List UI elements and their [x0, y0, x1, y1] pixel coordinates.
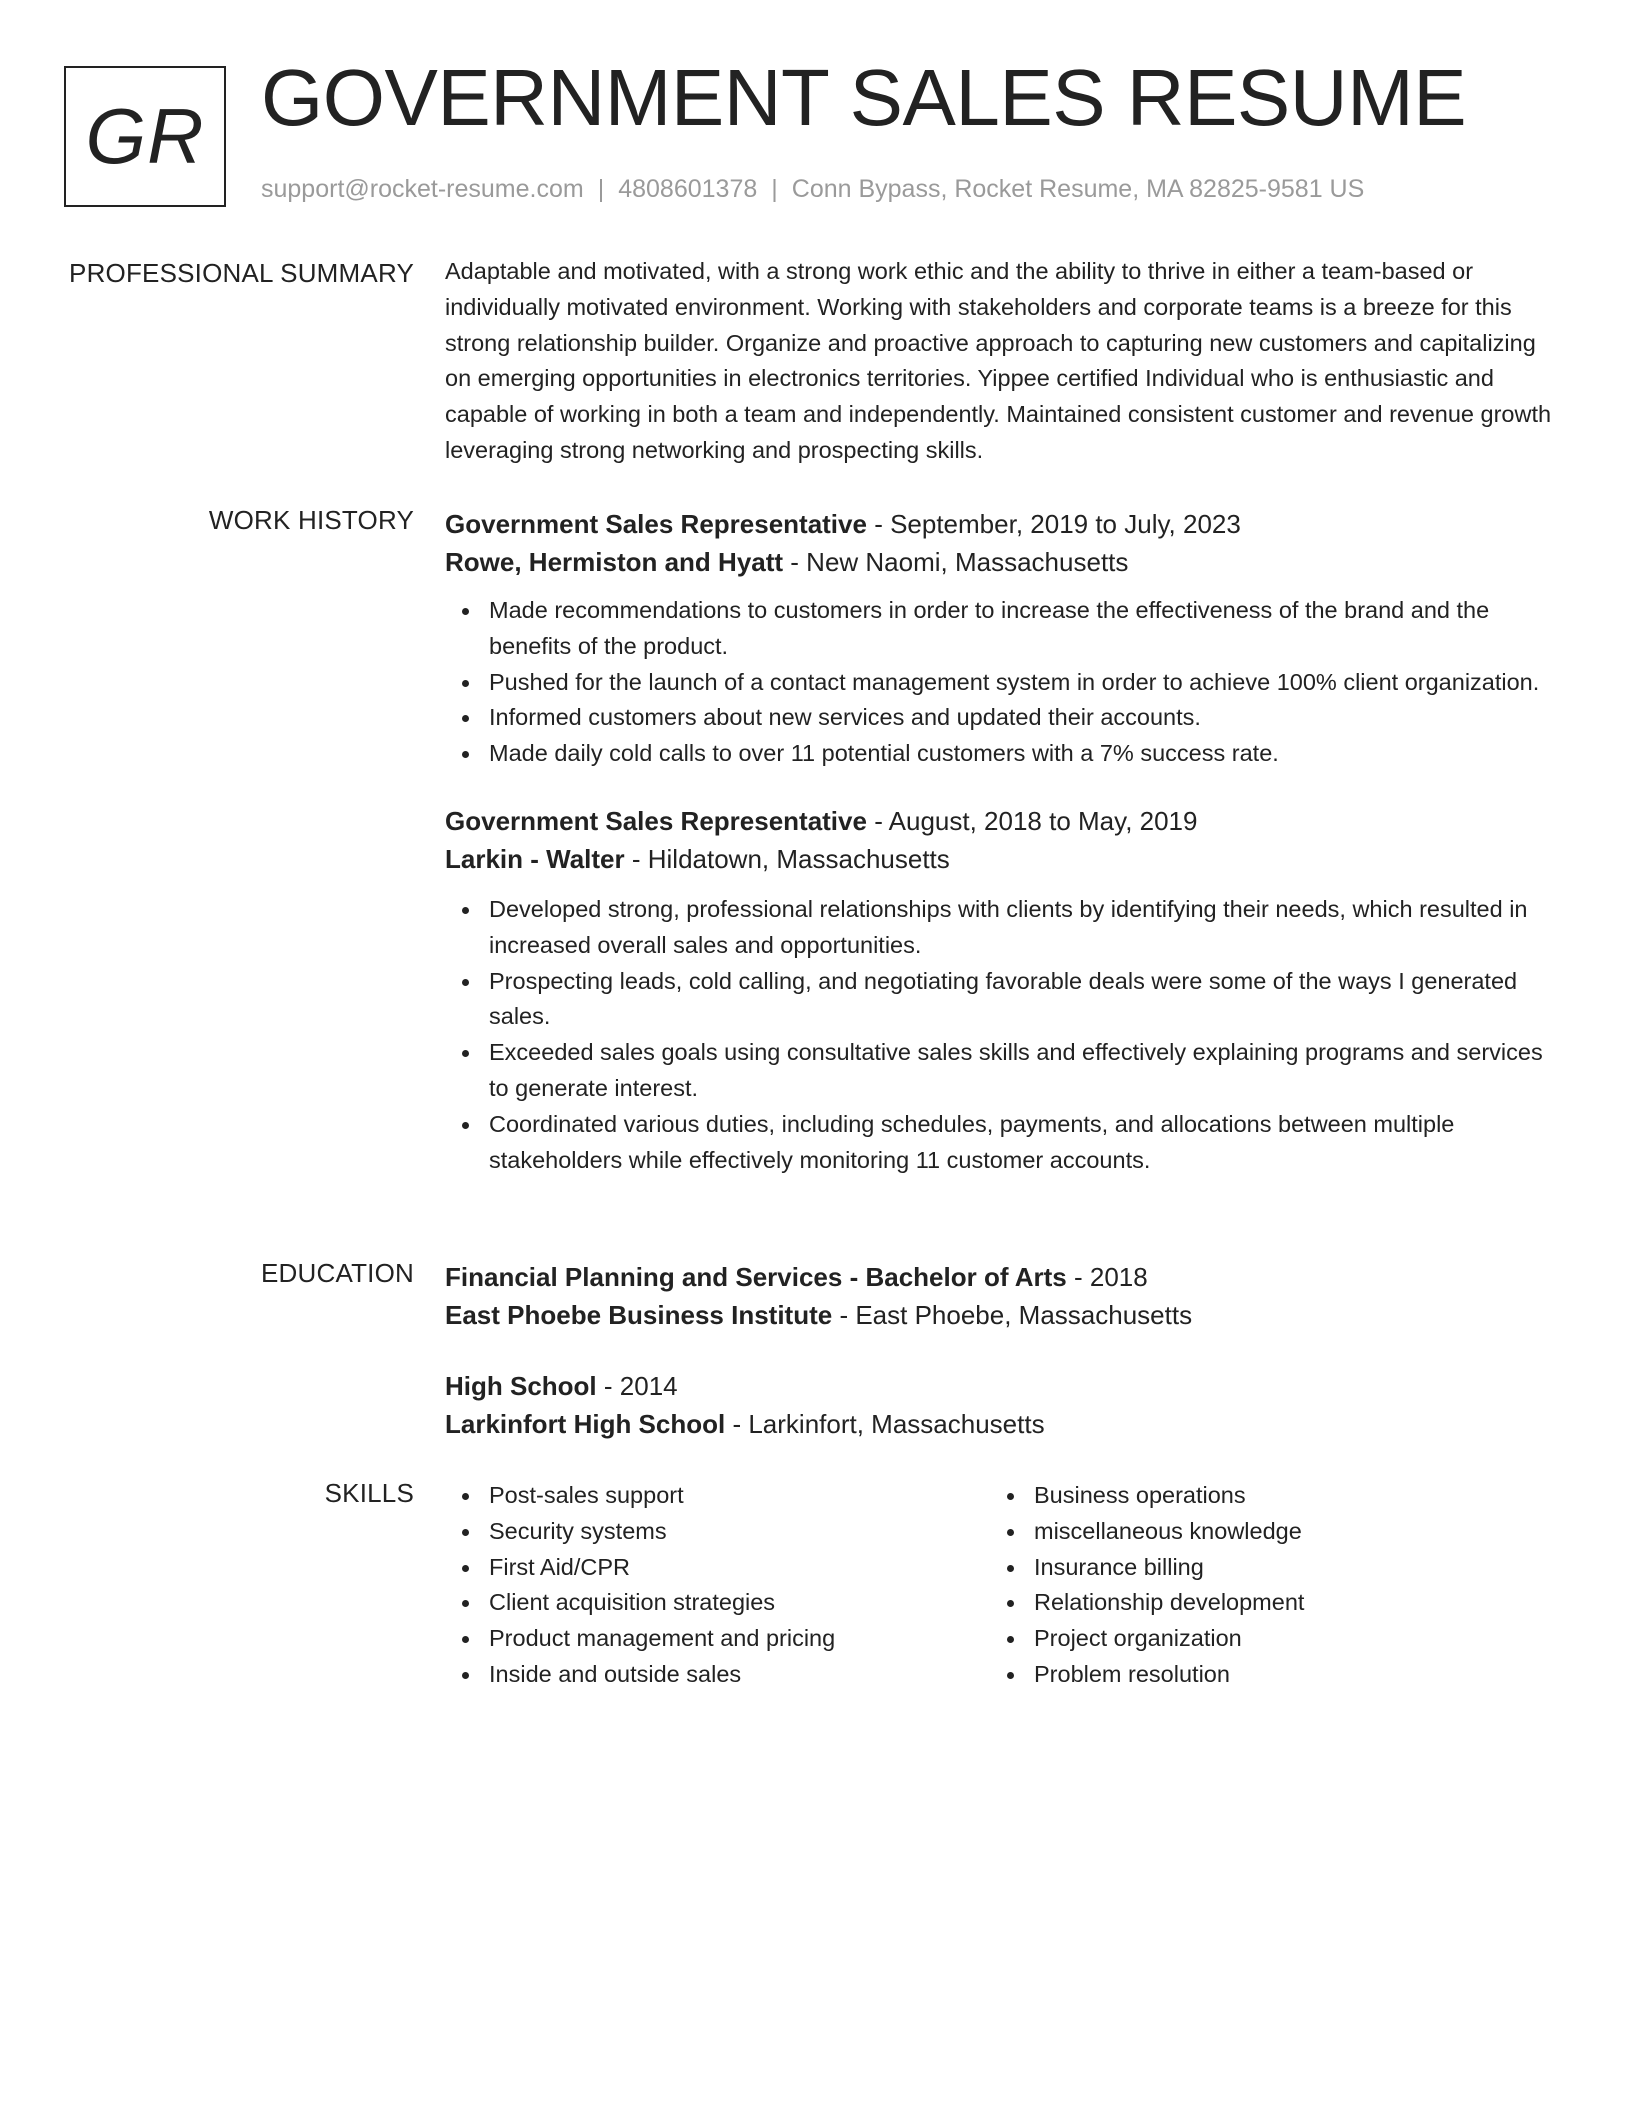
education-body — [445, 1258, 1555, 1443]
list-item: Insurance billing — [990, 1550, 1510, 1586]
job-company-line — [445, 840, 1555, 878]
job-role: Government Sales Representative — [445, 509, 867, 539]
list-item: Business operations — [990, 1478, 1510, 1514]
job-dates: - August, 2018 to May, 2019 — [866, 805, 1198, 836]
job-location: - Hildatown, Massachusetts — [624, 843, 950, 874]
education-degree-line — [445, 1367, 1555, 1405]
skills-column-left — [445, 1478, 965, 1693]
list-item: Informed customers about new services and updated their accounts. — [445, 700, 1555, 736]
monogram-logo: GR — [64, 66, 226, 207]
list-item: First Aid/CPR — [445, 1550, 965, 1586]
list-item: Exceeded sales goals using consultative sales skills and effectively explaining programs and services to generate interest. — [445, 1035, 1555, 1107]
job-role: Government Sales Representative — [445, 805, 867, 836]
education-entry — [445, 1367, 1555, 1443]
education-school-line — [445, 1405, 1555, 1443]
section-title-summary: PROFESSIONAL SUMMARY — [69, 258, 414, 288]
contact-line — [261, 175, 1364, 204]
job-location: - New Naomi, Massachusetts — [783, 547, 1129, 577]
skills-list — [445, 1478, 965, 1693]
contact-phone: 4808601378 — [618, 175, 758, 203]
job-bullets — [445, 593, 1555, 772]
education-entry — [445, 1258, 1555, 1334]
education-degree-line — [445, 1258, 1555, 1296]
list-item: Problem resolution — [990, 1657, 1510, 1693]
list-item: Made recommendations to customers in order to increase the effectiveness of the brand and the benefits of the product. — [445, 593, 1555, 665]
education-year: - 2014 — [596, 1371, 678, 1401]
list-item: Product management and pricing — [445, 1621, 965, 1657]
summary-text: Adaptable and motivated, with a strong work ethic and the ability to thrive in either a team-based or individually motivated environment. Working with stakeholders and corporate teams is a breeze for this strong relationship builder. Organize and proactive approach to capturing new customers and capitalizing on emerging opportunities in electronics territories. Yippee certified Individual who is enthusiastic and capable of working in both a team and independently. Maintained consistent customer and revenue growth leveraging strong networking and prospecting skills. — [445, 258, 1552, 463]
list-item: Post-sales support — [445, 1478, 965, 1514]
contact-email: support@rocket-resume.com — [261, 175, 584, 203]
section-title-education: EDUCATION — [261, 1258, 414, 1288]
list-item: Made daily cold calls to over 11 potential customers with a 7% success rate. — [445, 736, 1555, 772]
education-year: - 2018 — [1066, 1262, 1148, 1292]
list-item: Pushed for the launch of a contact management system in order to achieve 100% client organization. — [445, 665, 1555, 701]
list-item: Developed strong, professional relationships with clients by identifying their needs, which resulted in increased overall sales and opportunities. — [445, 892, 1555, 964]
job-entry — [445, 505, 1555, 772]
list-item: Security systems — [445, 1514, 965, 1550]
education-location: - Larkinfort, Massachusetts — [725, 1409, 1045, 1439]
job-entry — [445, 802, 1555, 1178]
job-bullets — [445, 892, 1555, 1178]
skills-list — [990, 1478, 1510, 1693]
education-degree: High School — [445, 1371, 597, 1401]
list-item: Relationship development — [990, 1585, 1510, 1621]
list-item: Client acquisition strategies — [445, 1585, 965, 1621]
summary-body — [445, 258, 1555, 469]
contact-separator: | — [597, 175, 605, 203]
education-school: Larkinfort High School — [445, 1409, 726, 1439]
job-title-line — [445, 505, 1555, 543]
job-title-line — [445, 802, 1555, 840]
education-school: East Phoebe Business Institute — [445, 1300, 833, 1330]
education-school-line — [445, 1296, 1555, 1334]
list-item: Project organization — [990, 1621, 1510, 1657]
education-degree: Financial Planning and Services - Bachelor of Arts — [445, 1262, 1067, 1292]
job-company: Larkin - Walter — [445, 843, 625, 874]
job-company: Rowe, Hermiston and Hyatt — [445, 547, 784, 577]
resume-title: GOVERNMENT SALES RESUME — [261, 53, 1467, 142]
list-item: Inside and outside sales — [445, 1657, 965, 1693]
list-item: Prospecting leads, cold calling, and negotiating favorable deals were some of the ways I generated sales. — [445, 964, 1555, 1036]
education-location: - East Phoebe, Massachusetts — [832, 1300, 1193, 1330]
skills-column-right — [990, 1478, 1510, 1693]
section-title-skills: SKILLS — [324, 1478, 414, 1508]
work-body — [445, 505, 1555, 1178]
job-company-line — [445, 543, 1555, 581]
section-title-work: WORK HISTORY — [208, 505, 414, 535]
job-dates: - September, 2019 to July, 2023 — [866, 509, 1241, 539]
contact-address: Conn Bypass, Rocket Resume, MA 82825-9581 US — [791, 175, 1365, 203]
contact-separator: | — [771, 175, 778, 203]
list-item: miscellaneous knowledge — [990, 1514, 1510, 1550]
list-item: Coordinated various duties, including schedules, payments, and allocations between multiple stakeholders while effectively monitoring 11 customer accounts. — [445, 1107, 1555, 1179]
